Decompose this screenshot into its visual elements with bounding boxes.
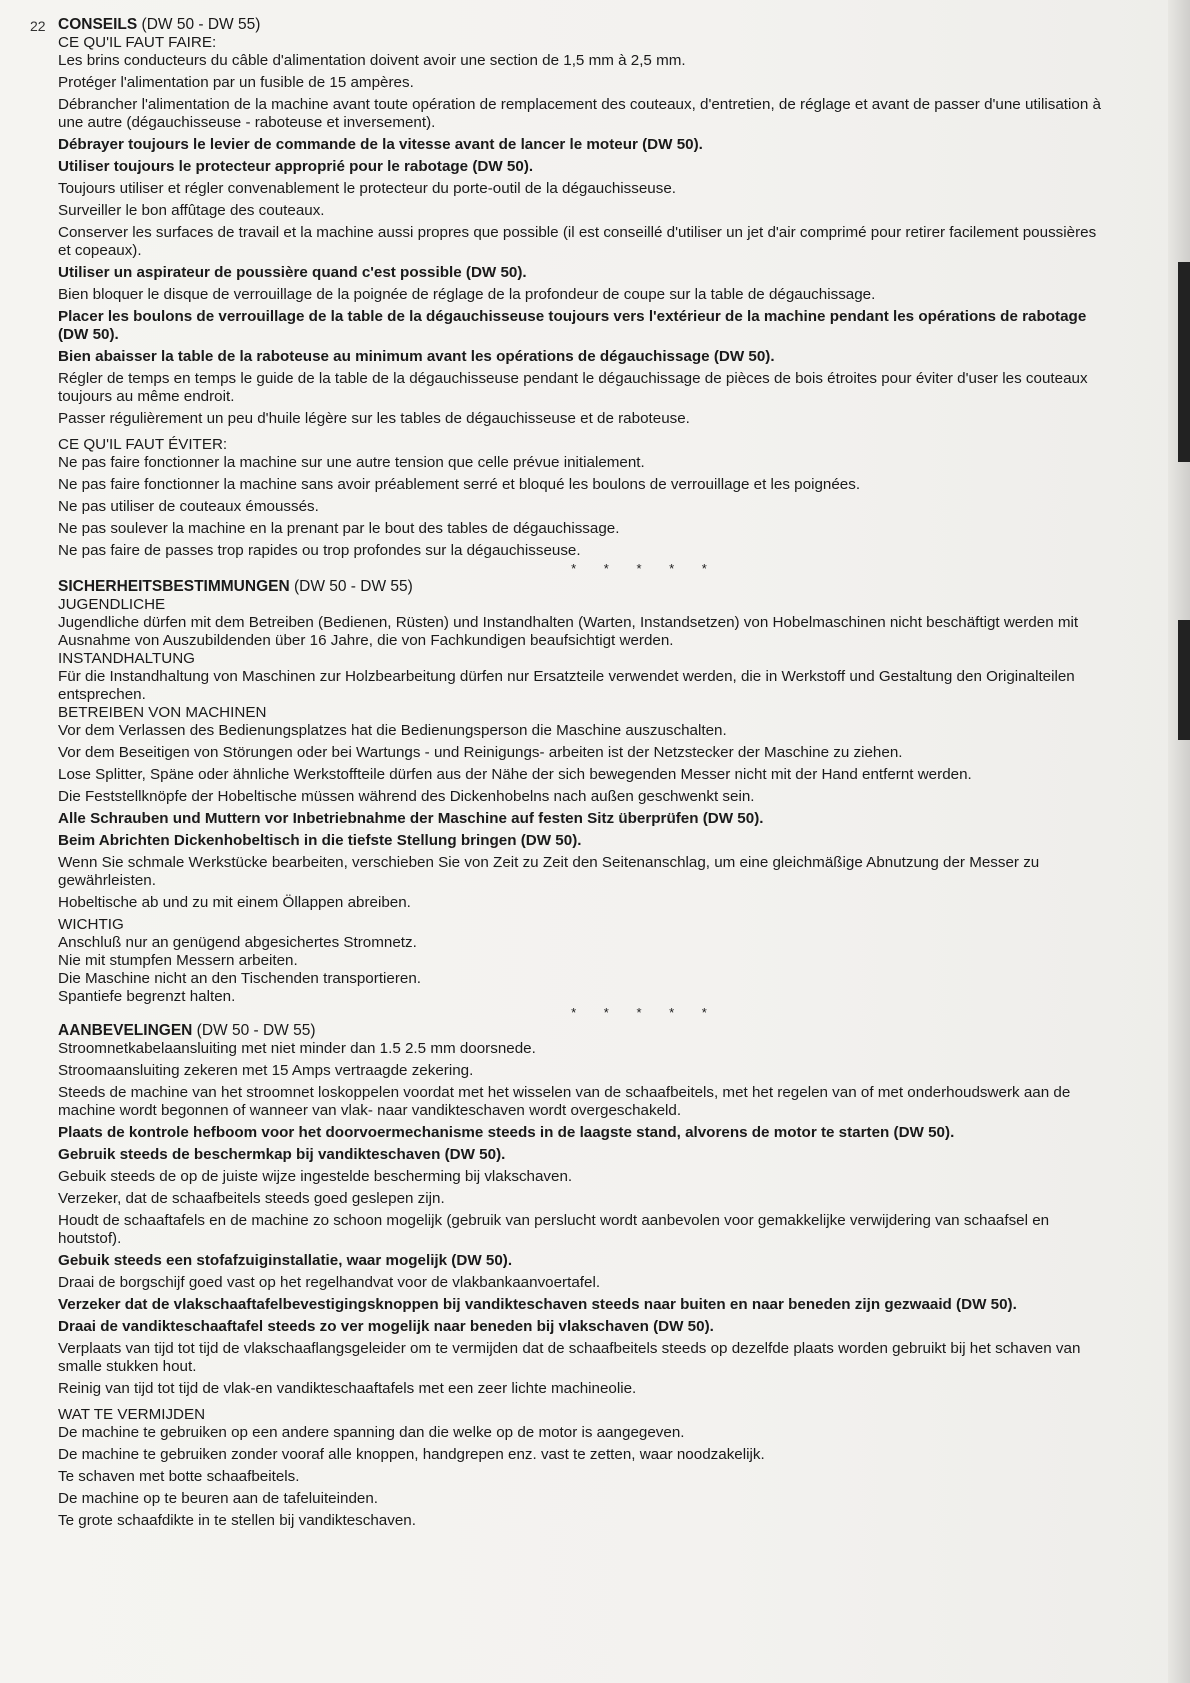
paragraph-item: Anschluß nur an genügend abgesichertes Stromnetz. [58,934,417,951]
paragraph-item: Régler de temps en temps le guide de la table de la dégauchisseuse pendant le dégauchissage de pièces de bois étroites pour éviter d'user les couteaux toujours au même endroit. [58,370,1088,405]
section-title-models: (DW 50 - DW 55) [293,578,413,595]
subheading-fr-do: CE QU'IL FAUT FAIRE: [58,34,217,51]
paragraph-de-maint: Für die Instandhaltung von Maschinen zur Holzbearbeitung dürfen nur Ersatzteile verwendet werden, die in Werkstoff und Gestaltung den Originalteilen entsprechen. [58,668,1075,703]
paragraph-item: Nie mit stumpfen Messern arbeiten. [58,952,298,969]
section-title-nl [58,1022,1112,1040]
paragraph-item: Conserver les surfaces de travail et la machine aussi propres que possible (il est conseillé d'utiliser un jet d'air comprimé pour retirer facilement poussières et copeaux). [58,224,1097,259]
paragraph-item: Utiliser un aspirateur de poussière quand c'est possible (DW 50). [58,264,527,281]
section-title-fr [58,16,1112,34]
section-title-models: (DW 50 - DW 55) [196,1022,316,1039]
paragraph-item: Gebruik steeds de beschermkap bij vandikteschaven (DW 50). [58,1146,506,1163]
paragraph-item: Te schaven met botte schaafbeitels. [58,1468,300,1485]
paragraph-item: Toujours utiliser et régler convenablement le protecteur du porte-outil de la dégauchisseuse. [58,180,676,197]
section-dutch [58,1022,1112,1530]
paragraph-item: Verzeker, dat de schaafbeitels steeds goed geslepen zijn. [58,1190,445,1207]
list-de-operation [58,722,1112,912]
section-french [58,16,1112,574]
section-title-main: CONSEILS [58,16,138,33]
subheading-nl-avoid: WAT TE VERMIJDEN [58,1406,206,1423]
paragraph-item: Gebuik steeds een stofafzuiginstallatie, waar mogelijk (DW 50). [58,1252,513,1269]
page-content [58,16,1112,1534]
paragraph-item: Beim Abrichten Dickenhobeltisch in die tiefste Stellung bringen (DW 50). [58,832,582,849]
paragraph-item: Vor dem Verlassen des Bedienungsplatzes hat die Bedienungsperson die Maschine auszuschalten. [58,722,727,739]
paragraph-item: Bien bloquer le disque de verrouillage de la poignée de réglage de la profondeur de coupe sur la table de dégauchissage. [58,286,876,303]
paragraph-item: De machine te gebruiken zonder vooraf alle knoppen, handgrepen enz. vast te zetten, waar noodzakelijk. [58,1446,765,1463]
paragraph-item: Utiliser toujours le protecteur approprié pour le rabotage (DW 50). [58,158,534,175]
paragraph-item: Stroomnetkabelaansluiting met niet minder dan 1.5 2.5 mm doorsnede. [58,1040,536,1057]
section-title-main: AANBEVELINGEN [58,1022,193,1039]
paragraph-item: Vor dem Beseitigen von Störungen oder bei Wartungs - und Reinigungs- arbeiten ist der Netzstecker der Maschine zu ziehen. [58,744,903,761]
paragraph-item: Lose Splitter, Späne oder ähnliche Werkstoffteile dürfen aus der Nähe der sich bewegenden Messer nicht mit der Hand entfernt werden. [58,766,972,783]
separator-stars: * * * * * [571,1005,719,1020]
paragraph-item: Spantiefe begrenzt halten. [58,988,236,1005]
paragraph-item: Alle Schrauben und Muttern vor Inbetriebnahme der Maschine auf festen Sitz überprüfen (DW 50). [58,810,764,827]
list-fr-avoid [58,454,1112,560]
paragraph-item: De machine te gebruiken op een andere spanning dan die welke op de motor is aangegeven. [58,1424,685,1441]
paragraph-item: Débrayer toujours le levier de commande de la vitesse avant de lancer le moteur (DW 50). [58,136,703,153]
paragraph-item: Houdt de schaaftafels en de machine zo schoon mogelijk (gebruik van perslucht wordt aanbevolen voor gemakkelijke verwijdering van schaafsel en houtstof). [58,1212,1050,1247]
paragraph-item: Verzeker dat de vlakschaaftafelbevestigingsknoppen bij vandikteschaven steeds naar buiten en naar beneden zijn gezwaaid (DW 50). [58,1296,1017,1313]
page-edge-mark [1178,262,1190,462]
paragraph-item: Steeds de machine van het stroomnet loskoppelen voordat met het wisselen van de schaafbeitels, met het regelen van of met onderhoudswerk aan de machine wordt begonnen of wanneer van vlak- naar vandikteschaven wordt overgeschakeld. [58,1084,1071,1119]
subheading-de-maint: INSTANDHALTUNG [58,650,195,667]
paragraph-item: Protéger l'alimentation par un fusible de 15 ampères. [58,74,414,91]
section-title-models: (DW 50 - DW 55) [141,16,261,33]
page-number: 22 [30,18,46,34]
paragraph-item: Ne pas faire fonctionner la machine sur une autre tension que celle prévue initialement. [58,454,645,471]
subheading-de-youth: JUGENDLICHE [58,596,166,613]
paragraph-de-youth: Jugendliche dürfen mit dem Betreiben (Bedienen, Rüsten) und Instandhalten (Warten, Instandsetzen) von Hobelmaschinen nicht beschäftigt werden mit Ausnahme von Auszubildenden über 16 Jahre, die von Fachkundigen beaufsichtigt werden. [58,614,1079,649]
paragraph-item: Placer les boulons de verrouillage de la table de la dégauchisseuse toujours vers l'extérieur de la machine pendant les opérations de rabotage (DW 50). [58,308,1087,343]
subheading-de-operation: BETREIBEN VON MACHINEN [58,704,267,721]
paragraph-item: Surveiller le bon affûtage des couteaux. [58,202,325,219]
list-de-important [58,934,1112,1006]
section-title-de [58,578,1112,596]
paragraph-item: Draai de vandikteschaaftafel steeds zo ver mogelijk naar beneden bij vlakschaven (DW 50). [58,1318,714,1335]
paragraph-item: Wenn Sie schmale Werkstücke bearbeiten, verschieben Sie von Zeit zu Zeit den Seitenanschlag, um eine gleichmäßige Abnutzung der Messer zu gewährleisten. [58,854,1040,889]
separator-stars: * * * * * [571,561,719,576]
page-edge-shadow [1168,0,1190,1683]
paragraph-item: Reinig van tijd tot tijd de vlak-en vandikteschaaftafels met een zeer lichte machineolie. [58,1380,637,1397]
paragraph-item: Die Feststellknöpfe der Hobeltische müssen während des Dickenhobelns nach außen geschwenkt sein. [58,788,755,805]
paragraph-item: Die Maschine nicht an den Tischenden transportieren. [58,970,422,987]
subheading-de-important: WICHTIG [58,916,124,933]
paragraph-item: Te grote schaafdikte in te stellen bij vandikteschaven. [58,1512,416,1529]
paragraph-item: Hobeltische ab und zu mit einem Öllappen abreiben. [58,894,411,911]
paragraph-item: Ne pas soulever la machine en la prenant par le bout des tables de dégauchissage. [58,520,620,537]
list-fr-do [58,52,1112,428]
paragraph-item: Débrancher l'alimentation de la machine avant toute opération de remplacement des couteaux, d'entretien, de réglage et avant de passer d'une utilisation à une autre (dégauchisseuse - raboteuse et inversement). [58,96,1101,131]
paragraph-item: Ne pas utiliser de couteaux émoussés. [58,498,319,515]
list-nl-do [58,1040,1112,1398]
paragraph-item: Gebuik steeds de op de juiste wijze ingestelde bescherming bij vlakschaven. [58,1168,573,1185]
paragraph-item: De machine op te beuren aan de tafeluiteinden. [58,1490,379,1507]
list-nl-avoid [58,1424,1112,1530]
paragraph-item: Draai de borgschijf goed vast op het regelhandvat voor de vlakbankaanvoertafel. [58,1274,601,1291]
paragraph-item: Stroomaansluiting zekeren met 15 Amps vertraagde zekering. [58,1062,474,1079]
paragraph-item: Ne pas faire fonctionner la machine sans avoir préablement serré et bloqué les boulons de verrouillage et les poignées. [58,476,861,493]
paragraph-item: Plaats de kontrole hefboom voor het doorvoermechanisme steeds in de laagste stand, alvorens de motor te starten (DW 50). [58,1124,955,1141]
paragraph-item: Bien abaisser la table de la raboteuse au minimum avant les opérations de dégauchissage (DW 50). [58,348,775,365]
paragraph-item: Les brins conducteurs du câble d'alimentation doivent avoir une section de 1,5 mm à 2,5 mm. [58,52,686,69]
subheading-fr-avoid: CE QU'IL FAUT ÉVITER: [58,436,228,453]
page-edge-mark [1178,620,1190,740]
section-german [58,578,1112,1018]
section-title-main: SICHERHEITSBESTIMMUNGEN [58,578,290,595]
paragraph-item: Verplaats van tijd tot tijd de vlakschaaflangsgeleider om te vermijden dat de schaafbeitels steeds op dezelfde plaats worden gebruikt bij het schaven van smalle stukken hout. [58,1340,1081,1375]
paragraph-item: Passer régulièrement un peu d'huile légère sur les tables de dégauchisseuse et de raboteuse. [58,410,690,427]
paragraph-item: Ne pas faire de passes trop rapides ou trop profondes sur la dégauchisseuse. [58,542,581,559]
